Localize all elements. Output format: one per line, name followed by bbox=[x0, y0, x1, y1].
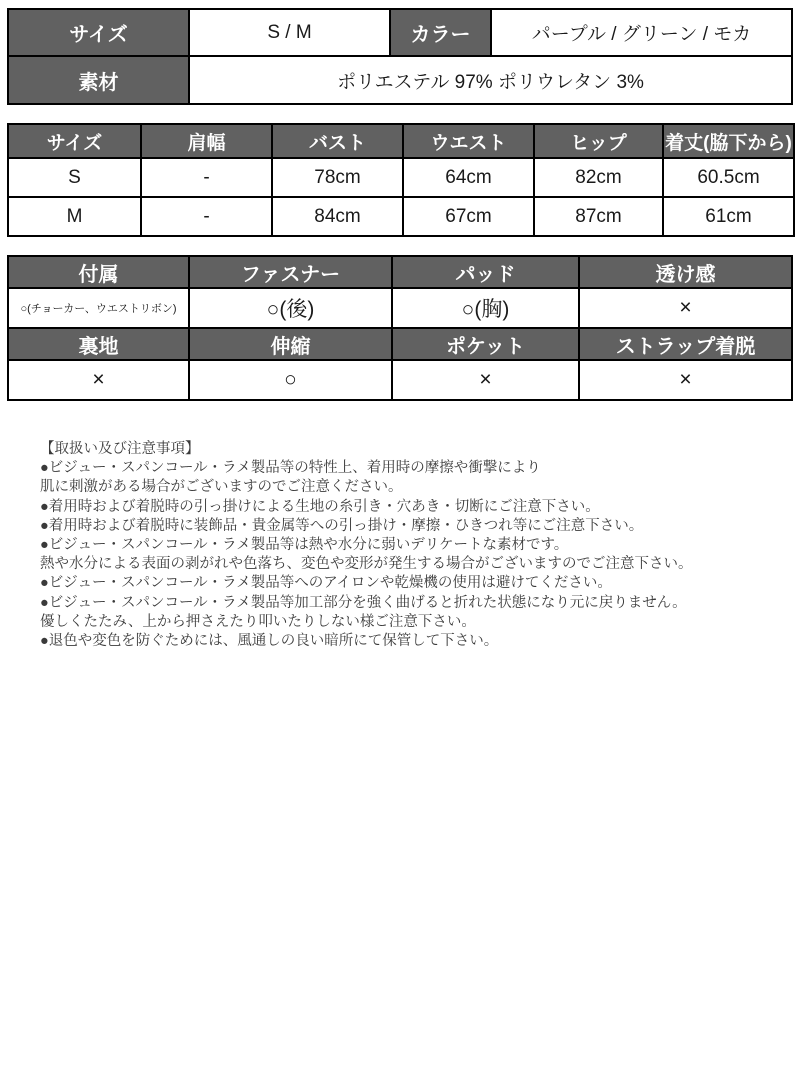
features-value-row-2 bbox=[8, 360, 792, 400]
care-notes bbox=[40, 440, 780, 651]
features-header-row-1 bbox=[8, 256, 792, 288]
col-header-size: サイズ bbox=[8, 124, 141, 158]
features-value-row-1 bbox=[8, 288, 792, 328]
cell-shoulder: - bbox=[141, 158, 272, 197]
care-note-line: ●着用時および着脱時に装飾品・貴金属等への引っ掛け・摩擦・ひきつれ等にご注意下さい。 bbox=[40, 517, 644, 534]
value-pocket: × bbox=[392, 360, 579, 400]
care-note-line: ●ビジュー・スパンコール・ラメ製品等の特性上、着用時の摩擦や衝撃により bbox=[40, 460, 541, 477]
care-note-line: ●着用時および着脱時の引っ掛けによる生地の糸引き・穴あき・切断にご注意下さい。 bbox=[40, 498, 600, 515]
value-pad: ○(胸) bbox=[392, 288, 579, 328]
header-pad: パッド bbox=[392, 256, 579, 288]
value-stretch: ○ bbox=[189, 360, 392, 400]
header-lining: 裏地 bbox=[8, 328, 189, 360]
col-header-hip: ヒップ bbox=[534, 124, 663, 158]
header-strap: ストラップ着脱 bbox=[579, 328, 792, 360]
col-header-shoulder: 肩幅 bbox=[141, 124, 272, 158]
header-sheerness: 透け感 bbox=[579, 256, 792, 288]
features-table bbox=[7, 255, 793, 401]
measurements-row-s bbox=[8, 158, 794, 197]
care-note-line: ●ビジュー・スパンコール・ラメ製品等は熱や水分に弱いデリケートな素材です。 bbox=[40, 536, 569, 553]
care-note-line: ●ビジュー・スパンコール・ラメ製品等加工部分を強く曲げると折れた状態になり元に戻りません。 bbox=[40, 594, 687, 611]
cell-bust: 78cm bbox=[272, 158, 403, 197]
care-note-line: ●退色や変色を防ぐためには、風通しの良い暗所にて保管して下さい。 bbox=[40, 632, 499, 649]
color-value: パープル / グリーン / モカ bbox=[491, 9, 792, 56]
cell-waist: 64cm bbox=[403, 158, 534, 197]
measurements-row-m bbox=[8, 197, 794, 236]
header-pocket: ポケット bbox=[392, 328, 579, 360]
material-row bbox=[8, 56, 792, 104]
size-color-material-table bbox=[7, 8, 793, 105]
value-accessories: ○(チョーカー、ウエストリボン) bbox=[8, 288, 189, 328]
care-note-line: 優しくたたみ、上から押さえたり叩いたりしない様ご注意下さい。 bbox=[40, 613, 476, 630]
color-label: カラー bbox=[390, 9, 491, 56]
cell-length: 60.5cm bbox=[663, 158, 794, 197]
size-color-row bbox=[8, 9, 792, 56]
size-value: S / M bbox=[189, 9, 390, 56]
care-notes-title: 【取扱い及び注意事項】 bbox=[40, 441, 200, 457]
header-accessories: 付属 bbox=[8, 256, 189, 288]
header-fastener: ファスナー bbox=[189, 256, 392, 288]
care-note-line: ●ビジュー・スパンコール・ラメ製品等へのアイロンや乾燥機の使用は避けてください。 bbox=[40, 575, 612, 592]
cell-waist: 67cm bbox=[403, 197, 534, 236]
material-value: ポリエステル 97% ポリウレタン 3% bbox=[189, 56, 792, 104]
measurements-header-row bbox=[8, 124, 794, 158]
cell-shoulder: - bbox=[141, 197, 272, 236]
value-fastener: ○(後) bbox=[189, 288, 392, 328]
cell-size: S bbox=[8, 158, 141, 197]
material-label: 素材 bbox=[8, 56, 189, 104]
header-stretch: 伸縮 bbox=[189, 328, 392, 360]
cell-length: 61cm bbox=[663, 197, 794, 236]
cell-size: M bbox=[8, 197, 141, 236]
col-header-bust: バスト bbox=[272, 124, 403, 158]
value-lining: × bbox=[8, 360, 189, 400]
features-header-row-2 bbox=[8, 328, 792, 360]
value-sheerness: × bbox=[579, 288, 792, 328]
cell-hip: 87cm bbox=[534, 197, 663, 236]
value-strap: × bbox=[579, 360, 792, 400]
cell-bust: 84cm bbox=[272, 197, 403, 236]
size-label: サイズ bbox=[8, 9, 189, 56]
col-header-waist: ウエスト bbox=[403, 124, 534, 158]
care-note-line: 熱や水分による表面の剥がれや色落ち、変色や変形が発生する場合がございますのでご注意下さい。 bbox=[40, 556, 693, 573]
measurements-table bbox=[7, 123, 795, 237]
cell-hip: 82cm bbox=[534, 158, 663, 197]
care-note-line: 肌に刺激がある場合がございますのでご注意ください。 bbox=[40, 479, 403, 496]
col-header-length: 着丈(脇下から) bbox=[663, 124, 794, 158]
